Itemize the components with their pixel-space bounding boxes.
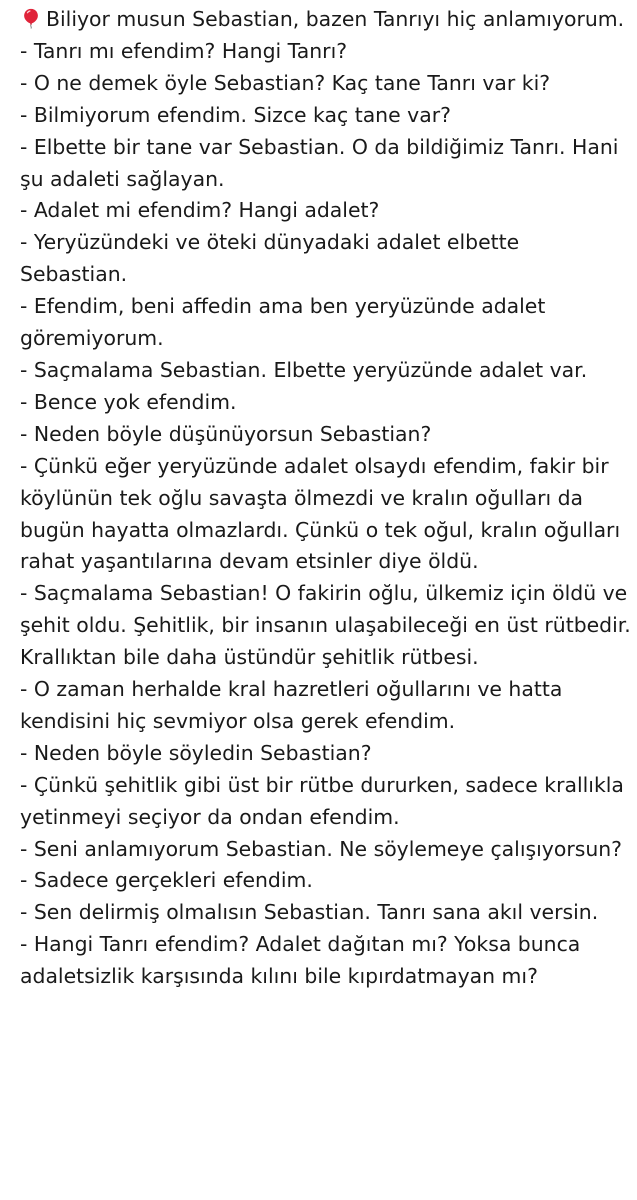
dialogue-line: - Neden böyle söyledin Sebastian? bbox=[20, 740, 372, 765]
dialogue-line: - O zaman herhalde kral hazretleri oğullarını ve hatta kendisini hiç sevmiyor olsa gerek efendim. bbox=[20, 677, 563, 733]
dialogue-line: - Sadece gerçekleri efendim. bbox=[20, 868, 313, 893]
dialogue-line: - Adalet mi efendim? Hangi adalet? bbox=[20, 198, 380, 223]
dialogue-line: Biliyor musun Sebastian, bazen Tanrıyı hiç anlamıyorum. bbox=[46, 7, 625, 31]
dialogue-line: - Neden böyle düşünüyorsun Sebastian? bbox=[20, 421, 432, 446]
dialogue-line: - Saçmalama Sebastian! O fakirin oğlu, ülkemiz için öldü ve şehit oldu. Şehitlik, bir insanın ulaşabileceği en üst rütbedir. Krallıktan bile daha üstündür şehitlik rütbesi. bbox=[20, 581, 631, 670]
dialogue-line: - Bilmiyorum efendim. Sizce kaç tane var? bbox=[20, 102, 451, 127]
dialogue-line: - Elbette bir tane var Sebastian. O da bildiğimiz Tanrı. Hani şu adaleti sağlayan. bbox=[20, 134, 619, 191]
dialogue-line: - Sen delirmiş olmalısın Sebastian. Tanrı sana akıl versin. bbox=[20, 900, 599, 925]
dialogue-line: - Hangi Tanrı efendim? Adalet dağıtan mı? Yoksa bunca adaletsizlik karşısında kılını bile kıpırdatmayan mı? bbox=[20, 932, 581, 989]
dialogue-text bbox=[20, 4, 632, 993]
red-balloon-icon bbox=[20, 7, 42, 29]
dialogue-line: - Saçmalama Sebastian. Elbette yeryüzünde adalet var. bbox=[20, 357, 588, 382]
dialogue-line: - Tanrı mı efendim? Hangi Tanrı? bbox=[20, 38, 348, 63]
dialogue-line: - Bence yok efendim. bbox=[20, 389, 237, 414]
dialogue-line: - Efendim, beni affedin ama ben yeryüzünde adalet göremiyorum. bbox=[20, 294, 546, 351]
opening-line bbox=[20, 4, 632, 36]
dialogue-line: - Yeryüzündeki ve öteki dünyadaki adalet elbette Sebastian. bbox=[20, 230, 520, 287]
dialogue-line: - Çünkü şehitlik gibi üst bir rütbe dururken, sadece krallıkla yetinmeyi seçiyor da ondan efendim. bbox=[20, 772, 624, 829]
dialogue-line: - O ne demek öyle Sebastian? Kaç tane Tanrı var ki? bbox=[20, 70, 551, 95]
dialogue-line: - Çünkü eğer yeryüzünde adalet olsaydı efendim, fakir bir köylünün tek oğlu savaşta ölmezdi ve kralın oğulları da bugün hayatta olmazlardı. Çünkü o tek oğul, kralın oğulları rahat yaşantılarına devam etsinler diye öldü. bbox=[20, 453, 621, 574]
dialogue-line: - Seni anlamıyorum Sebastian. Ne söylemeye çalışıyorsun? bbox=[20, 836, 622, 861]
